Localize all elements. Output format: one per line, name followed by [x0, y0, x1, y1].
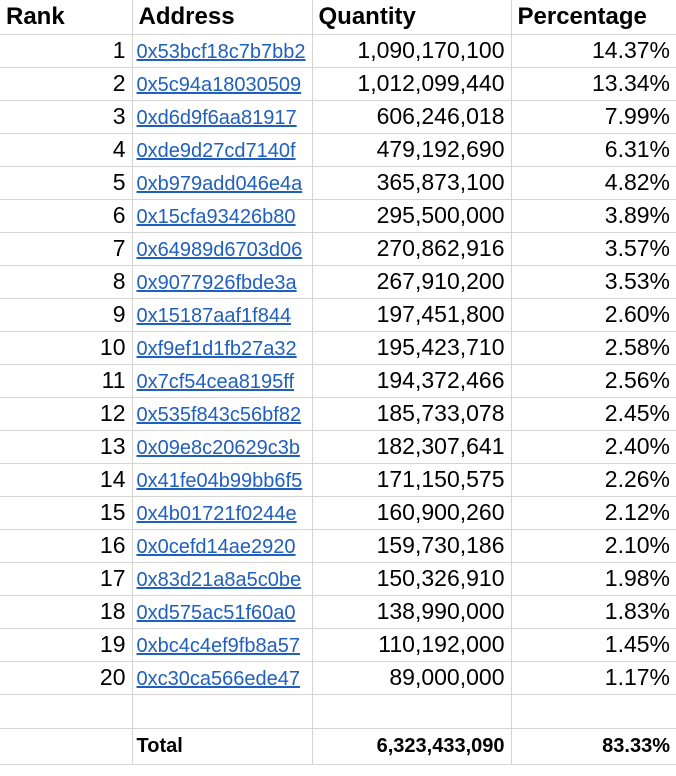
rank-cell[interactable]: 7: [0, 232, 132, 265]
table-row: [0, 100, 676, 133]
rank-cell[interactable]: 20: [0, 661, 132, 694]
address-cell: [132, 628, 312, 661]
address-link[interactable]: 0x09e8c20629c3b: [136, 437, 300, 459]
rank-cell[interactable]: 6: [0, 199, 132, 232]
address-link[interactable]: 0xb979add046e4a: [136, 173, 303, 195]
table-row: [0, 364, 676, 397]
blank-cell[interactable]: [0, 694, 132, 728]
percentage-cell[interactable]: 3.89%: [511, 199, 676, 232]
address-link[interactable]: 0xf9ef1d1fb27a32: [136, 338, 297, 360]
address-cell: [132, 463, 312, 496]
percentage-cell[interactable]: 2.12%: [511, 496, 676, 529]
address-link[interactable]: 0x535f843c56bf82: [136, 404, 302, 426]
table-row: [0, 397, 676, 430]
rank-cell[interactable]: 16: [0, 529, 132, 562]
address-link[interactable]: 0xbc4c4ef9fb8a57: [136, 635, 300, 657]
quantity-cell[interactable]: 182,307,641: [312, 430, 511, 463]
address-cell: [132, 34, 312, 67]
percentage-cell[interactable]: 2.45%: [511, 397, 676, 430]
total-label[interactable]: Total: [132, 728, 312, 764]
quantity-cell[interactable]: 171,150,575: [312, 463, 511, 496]
percentage-cell[interactable]: 2.26%: [511, 463, 676, 496]
percentage-cell[interactable]: 1.17%: [511, 661, 676, 694]
percentage-cell[interactable]: 1.45%: [511, 628, 676, 661]
address-link[interactable]: 0x9077926fbde3a: [136, 272, 297, 294]
table-row: [0, 67, 676, 100]
table-row: [0, 463, 676, 496]
quantity-cell[interactable]: 270,862,916: [312, 232, 511, 265]
address-cell: [132, 430, 312, 463]
percentage-cell[interactable]: 2.60%: [511, 298, 676, 331]
address-cell: [132, 298, 312, 331]
rank-cell[interactable]: 4: [0, 133, 132, 166]
rank-cell[interactable]: 9: [0, 298, 132, 331]
quantity-cell[interactable]: 1,012,099,440: [312, 67, 511, 100]
quantity-cell[interactable]: 138,990,000: [312, 595, 511, 628]
percentage-cell[interactable]: 3.53%: [511, 265, 676, 298]
table-row: [0, 199, 676, 232]
table-row: [0, 595, 676, 628]
table-row: [0, 265, 676, 298]
table-row: [0, 496, 676, 529]
rank-cell[interactable]: 17: [0, 562, 132, 595]
percentage-cell[interactable]: 2.58%: [511, 331, 676, 364]
rank-cell[interactable]: 15: [0, 496, 132, 529]
address-link[interactable]: 0x5c94a18030509: [136, 74, 302, 96]
percentage-cell[interactable]: 2.10%: [511, 529, 676, 562]
address-link[interactable]: 0xd575ac51f60a0: [136, 602, 296, 624]
table-row: [0, 562, 676, 595]
total-percentage[interactable]: 83.33%: [511, 728, 676, 764]
address-cell: [132, 595, 312, 628]
percentage-cell[interactable]: 1.98%: [511, 562, 676, 595]
address-link[interactable]: 0x15cfa93426b80: [136, 206, 296, 228]
quantity-cell[interactable]: 197,451,800: [312, 298, 511, 331]
percentage-cell[interactable]: 14.37%: [511, 34, 676, 67]
quantity-cell[interactable]: 195,423,710: [312, 331, 511, 364]
percentage-cell[interactable]: 2.40%: [511, 430, 676, 463]
blank-row: [0, 694, 676, 728]
rank-cell[interactable]: 5: [0, 166, 132, 199]
address-cell: [132, 529, 312, 562]
header-row: [0, 0, 676, 34]
address-link[interactable]: 0x53bcf18c7b7bb2: [136, 41, 306, 63]
rank-cell[interactable]: 12: [0, 397, 132, 430]
table-body: [0, 34, 676, 694]
header-percentage[interactable]: Percentage: [511, 0, 676, 34]
quantity-cell[interactable]: 110,192,000: [312, 628, 511, 661]
quantity-cell[interactable]: 185,733,078: [312, 397, 511, 430]
quantity-cell[interactable]: 1,090,170,100: [312, 34, 511, 67]
table-row: [0, 34, 676, 67]
blank-cell[interactable]: [312, 694, 511, 728]
address-cell: [132, 199, 312, 232]
rank-cell[interactable]: 18: [0, 595, 132, 628]
address-cell: [132, 232, 312, 265]
rank-cell[interactable]: 8: [0, 265, 132, 298]
quantity-cell[interactable]: 267,910,200: [312, 265, 511, 298]
percentage-cell[interactable]: 7.99%: [511, 100, 676, 133]
address-cell: [132, 364, 312, 397]
quantity-cell[interactable]: 606,246,018: [312, 100, 511, 133]
address-link[interactable]: 0x7cf54cea8195ff: [136, 371, 295, 393]
percentage-cell[interactable]: 4.82%: [511, 166, 676, 199]
percentage-cell[interactable]: 13.34%: [511, 67, 676, 100]
table-row: [0, 298, 676, 331]
rank-cell[interactable]: 3: [0, 100, 132, 133]
address-link[interactable]: 0xd6d9f6aa81917: [136, 107, 297, 129]
rank-cell[interactable]: 1: [0, 34, 132, 67]
table-row: [0, 331, 676, 364]
table-row: [0, 430, 676, 463]
header-rank[interactable]: Rank: [0, 0, 132, 34]
total-rank-cell[interactable]: [0, 728, 132, 764]
table-row: [0, 529, 676, 562]
quantity-cell[interactable]: 160,900,260: [312, 496, 511, 529]
address-link[interactable]: 0x0cefd14ae2920: [136, 536, 296, 558]
percentage-cell[interactable]: 2.56%: [511, 364, 676, 397]
address-cell: [132, 331, 312, 364]
quantity-cell[interactable]: 150,326,910: [312, 562, 511, 595]
blank-cell[interactable]: [132, 694, 312, 728]
total-quantity[interactable]: 6,323,433,090: [312, 728, 511, 764]
table-row: [0, 628, 676, 661]
address-cell: [132, 397, 312, 430]
percentage-cell[interactable]: 6.31%: [511, 133, 676, 166]
header-quantity[interactable]: Quantity: [312, 0, 511, 34]
address-link[interactable]: 0x15187aaf1f844: [136, 305, 292, 327]
address-link[interactable]: 0x64989d6703d06: [136, 239, 303, 261]
quantity-cell[interactable]: 89,000,000: [312, 661, 511, 694]
address-cell: [132, 496, 312, 529]
address-link[interactable]: 0x83d21a8a5c0be: [136, 569, 302, 591]
address-link[interactable]: 0x4b01721f0244e: [136, 503, 297, 525]
address-cell: [132, 661, 312, 694]
total-row: [0, 728, 676, 764]
quantity-cell[interactable]: 159,730,186: [312, 529, 511, 562]
address-cell: [132, 133, 312, 166]
address-link[interactable]: 0x41fe04b99bb6f5: [136, 470, 303, 492]
quantity-cell[interactable]: 194,372,466: [312, 364, 511, 397]
address-cell: [132, 166, 312, 199]
rank-cell[interactable]: 2: [0, 67, 132, 100]
address-cell: [132, 100, 312, 133]
address-cell: [132, 67, 312, 100]
rank-cell[interactable]: 19: [0, 628, 132, 661]
quantity-cell[interactable]: 479,192,690: [312, 133, 511, 166]
table-row: [0, 166, 676, 199]
percentage-cell[interactable]: 1.83%: [511, 595, 676, 628]
blank-cell[interactable]: [511, 694, 676, 728]
rank-cell[interactable]: 14: [0, 463, 132, 496]
table-row: [0, 661, 676, 694]
rank-cell[interactable]: 10: [0, 331, 132, 364]
quantity-cell[interactable]: 365,873,100: [312, 166, 511, 199]
address-link[interactable]: 0xde9d27cd7140f: [136, 140, 296, 162]
address-link[interactable]: 0xc30ca566ede47: [136, 668, 300, 690]
quantity-cell[interactable]: 295,500,000: [312, 199, 511, 232]
rank-cell[interactable]: 13: [0, 430, 132, 463]
table-row: [0, 232, 676, 265]
table-row: [0, 133, 676, 166]
address-cell: [132, 265, 312, 298]
header-address[interactable]: Address: [132, 0, 312, 34]
rank-cell[interactable]: 11: [0, 364, 132, 397]
percentage-cell[interactable]: 3.57%: [511, 232, 676, 265]
address-cell: [132, 562, 312, 595]
